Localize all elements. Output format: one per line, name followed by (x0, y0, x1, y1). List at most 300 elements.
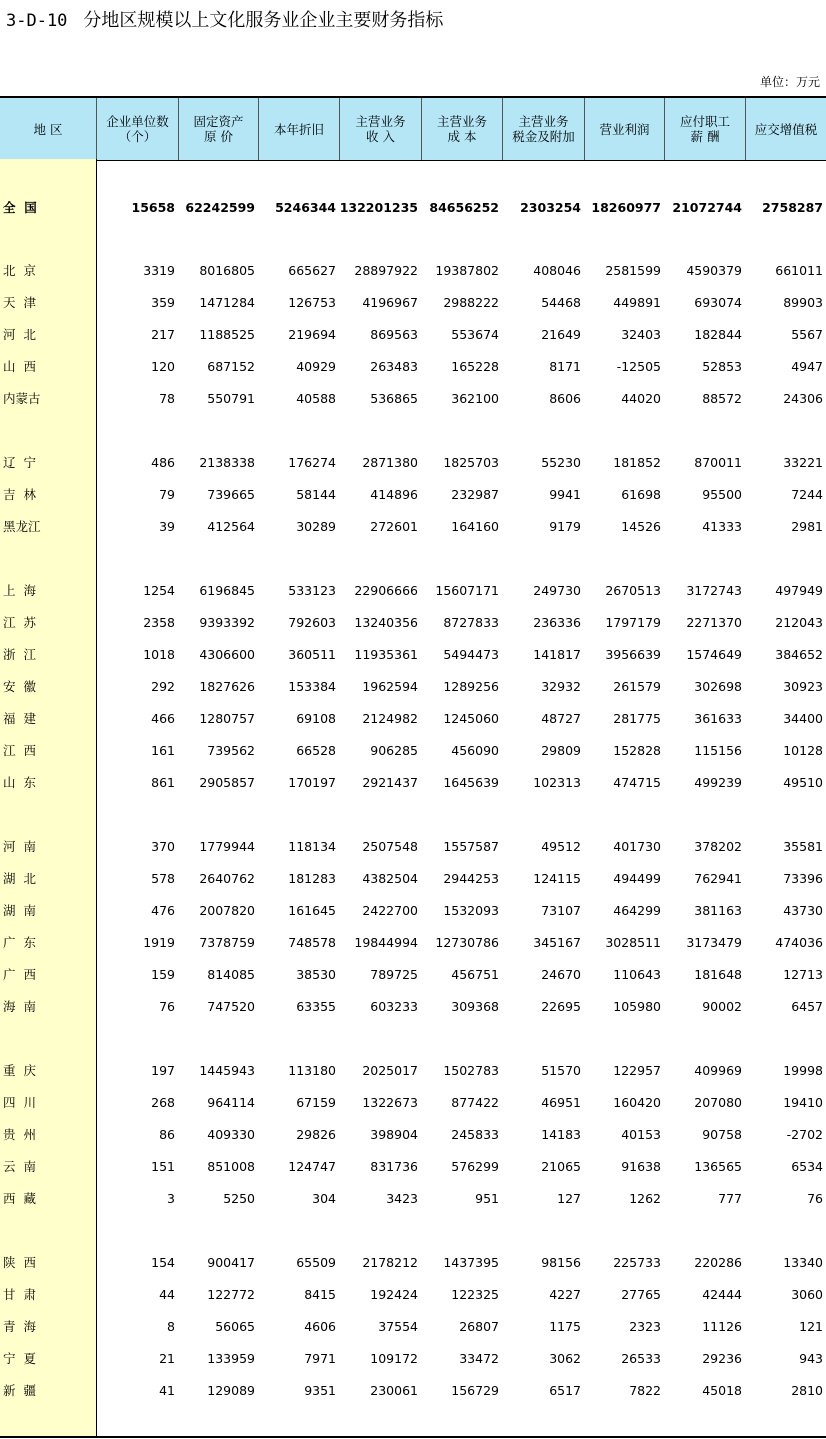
table-row (0, 1157, 826, 1177)
value-cell: 1797179 (605, 615, 661, 630)
value-cell: 494499 (613, 871, 661, 886)
value-cell: 182844 (694, 327, 742, 342)
value-cell: 378202 (694, 839, 742, 854)
value-cell: 3172743 (686, 583, 742, 598)
value-cell: 5494473 (443, 647, 499, 662)
value-cell: 40929 (296, 359, 336, 374)
value-cell: 304 (312, 1191, 336, 1206)
value-cell: 32932 (541, 679, 581, 694)
value-cell: 1827626 (199, 679, 255, 694)
region-cell: 福 建 (3, 711, 36, 726)
value-cell: 412564 (207, 519, 255, 534)
table-row (0, 1317, 826, 1337)
region-cell: 重 庆 (3, 1063, 36, 1078)
table-row (0, 325, 826, 345)
column-header: 地 区 (33, 121, 63, 137)
value-cell: 9351 (304, 1383, 336, 1398)
region-cell: 全 国 (3, 200, 37, 215)
value-cell: 1175 (549, 1319, 581, 1334)
value-cell: 359 (151, 295, 175, 310)
value-cell: 165228 (451, 359, 499, 374)
table-row (0, 933, 826, 953)
table-row (0, 1061, 826, 1081)
value-cell: 409969 (694, 1063, 742, 1078)
table-row (0, 357, 826, 377)
value-cell: 576299 (451, 1159, 499, 1174)
value-cell: 90758 (702, 1127, 742, 1142)
value-cell: 249730 (533, 583, 581, 598)
value-cell: 1779944 (199, 839, 255, 854)
value-cell: 122325 (451, 1287, 499, 1302)
value-cell: 181648 (694, 967, 742, 982)
table-row (0, 997, 826, 1017)
region-cell: 宁 夏 (3, 1351, 36, 1366)
column-header: 应付职工 薪 酬 (664, 98, 745, 160)
value-cell: 1962594 (362, 679, 418, 694)
column-header: 应交增值税 (745, 98, 826, 160)
value-cell: 943 (799, 1351, 823, 1366)
value-cell: 2581599 (605, 263, 661, 278)
value-cell: 7378759 (199, 935, 255, 950)
value-cell: 5250 (223, 1191, 255, 1206)
value-cell: 19410 (783, 1095, 823, 1110)
value-cell: 1502783 (443, 1063, 499, 1078)
value-cell: -12505 (616, 359, 661, 374)
value-cell: 292 (151, 679, 175, 694)
value-cell: 86 (159, 1127, 175, 1142)
value-cell: 486 (151, 455, 175, 470)
value-cell: 414896 (370, 487, 418, 502)
value-cell: 40153 (621, 1127, 661, 1142)
value-cell: 110643 (613, 967, 661, 982)
value-cell: 98156 (541, 1255, 581, 1270)
region-cell: 四 川 (3, 1095, 36, 1110)
region-cell: 海 南 (3, 999, 36, 1014)
region-cell: 安 徽 (3, 679, 36, 694)
table-bottom-border (0, 1436, 826, 1438)
value-cell: 2138338 (199, 455, 255, 470)
value-cell: 762941 (694, 871, 742, 886)
value-cell: 181283 (288, 871, 336, 886)
value-cell: 739562 (207, 743, 255, 758)
value-cell: 49512 (541, 839, 581, 854)
value-cell: 52853 (702, 359, 742, 374)
value-cell: 533123 (288, 583, 336, 598)
table-row (0, 869, 826, 889)
value-cell: 153384 (288, 679, 336, 694)
value-cell: 3060 (791, 1287, 823, 1302)
table-row (0, 1189, 826, 1209)
value-cell: 869563 (370, 327, 418, 342)
value-cell: 61698 (621, 487, 661, 502)
value-cell: 76 (807, 1191, 823, 1206)
value-cell: 37554 (378, 1319, 418, 1334)
region-cell: 河 北 (3, 327, 36, 342)
value-cell: 24306 (783, 391, 823, 406)
value-cell: 45018 (702, 1383, 742, 1398)
value-cell: 11126 (702, 1319, 742, 1334)
region-cell: 黑龙江 (3, 519, 41, 534)
value-cell: 361633 (694, 711, 742, 726)
value-cell: 56065 (215, 1319, 255, 1334)
column-header: 企业单位数 （个） (96, 98, 178, 160)
page-title (6, 6, 443, 32)
value-cell: 9393392 (199, 615, 255, 630)
value-cell: 1254 (143, 583, 175, 598)
region-cell: 吉 林 (3, 487, 36, 502)
value-cell: 133959 (207, 1351, 255, 1366)
value-cell: 62242599 (185, 200, 255, 215)
value-cell: 2025017 (362, 1063, 418, 1078)
value-cell: 8171 (549, 359, 581, 374)
value-cell: 1919 (143, 935, 175, 950)
value-cell: 777 (718, 1191, 742, 1206)
value-cell: 3028511 (605, 935, 661, 950)
value-cell: 18260977 (591, 200, 661, 215)
value-cell: 30289 (296, 519, 336, 534)
value-cell: 220286 (694, 1255, 742, 1270)
value-cell: 739665 (207, 487, 255, 502)
value-cell: 122772 (207, 1287, 255, 1302)
value-cell: 55230 (541, 455, 581, 470)
value-cell: 7971 (304, 1351, 336, 1366)
value-cell: 161645 (288, 903, 336, 918)
value-cell: 88572 (702, 391, 742, 406)
value-cell: 120 (151, 359, 175, 374)
value-cell: 22695 (541, 999, 581, 1014)
value-cell: 232987 (451, 487, 499, 502)
value-cell: 118134 (288, 839, 336, 854)
value-cell: 3062 (549, 1351, 581, 1366)
value-cell: 5567 (791, 327, 823, 342)
value-cell: 2921437 (362, 775, 418, 790)
value-cell: 687152 (207, 359, 255, 374)
value-cell: 877422 (451, 1095, 499, 1110)
value-cell: 1262 (629, 1191, 661, 1206)
value-cell: 4196967 (362, 295, 418, 310)
value-cell: 12713 (783, 967, 823, 982)
value-cell: 362100 (451, 391, 499, 406)
value-cell: 65509 (296, 1255, 336, 1270)
table-code: 3-D-10 (6, 11, 68, 31)
value-cell: 1445943 (199, 1063, 255, 1078)
region-cell: 浙 江 (3, 647, 36, 662)
value-cell: 1471284 (199, 295, 255, 310)
value-cell: 2507548 (362, 839, 418, 854)
value-cell: 42444 (702, 1287, 742, 1302)
value-cell: 159 (151, 967, 175, 982)
region-cell: 青 海 (3, 1319, 36, 1334)
value-cell: 2271370 (686, 615, 742, 630)
region-cell: 西 藏 (3, 1191, 36, 1206)
value-cell: 24670 (541, 967, 581, 982)
value-cell: 13340 (783, 1255, 823, 1270)
value-cell: 19844994 (354, 935, 418, 950)
value-cell: 550791 (207, 391, 255, 406)
table-row (0, 709, 826, 729)
value-cell: 2358 (143, 615, 175, 630)
value-cell: -2702 (786, 1127, 823, 1142)
value-cell: 261579 (613, 679, 661, 694)
value-cell: 15658 (131, 200, 175, 215)
value-cell: 54468 (541, 295, 581, 310)
value-cell: 73396 (783, 871, 823, 886)
value-cell: 497949 (775, 583, 823, 598)
value-cell: 370 (151, 839, 175, 854)
value-cell: 122957 (613, 1063, 661, 1078)
value-cell: 136565 (694, 1159, 742, 1174)
region-cell: 江 西 (3, 743, 36, 758)
value-cell: 1825703 (443, 455, 499, 470)
table-row (0, 901, 826, 921)
value-cell: 29809 (541, 743, 581, 758)
value-cell: 4227 (549, 1287, 581, 1302)
value-cell: 2007820 (199, 903, 255, 918)
region-cell: 云 南 (3, 1159, 36, 1174)
table-title: 分地区规模以上文化服务业企业主要财务指标 (83, 10, 444, 31)
value-cell: 309368 (451, 999, 499, 1014)
value-cell: 176274 (288, 455, 336, 470)
value-cell: 21065 (541, 1159, 581, 1174)
value-cell: 1245060 (443, 711, 499, 726)
value-cell: 870011 (694, 455, 742, 470)
value-cell: 13240356 (354, 615, 418, 630)
value-cell: 8 (167, 1319, 175, 1334)
value-cell: 8606 (549, 391, 581, 406)
value-cell: 78 (159, 391, 175, 406)
value-cell: 861 (151, 775, 175, 790)
value-cell: 2670513 (605, 583, 661, 598)
value-cell: 22906666 (354, 583, 418, 598)
value-cell: 2871380 (362, 455, 418, 470)
value-cell: 1280757 (199, 711, 255, 726)
table-row (0, 389, 826, 409)
value-cell: 225733 (613, 1255, 661, 1270)
value-cell: 30923 (783, 679, 823, 694)
value-cell: 217 (151, 327, 175, 342)
value-cell: 831736 (370, 1159, 418, 1174)
value-cell: 102313 (533, 775, 581, 790)
value-cell: 197 (151, 1063, 175, 1078)
value-cell: 263483 (370, 359, 418, 374)
table-row (0, 1381, 826, 1401)
region-cell: 广 西 (3, 967, 36, 982)
value-cell: 10128 (783, 743, 823, 758)
region-cell: 天 津 (3, 295, 36, 310)
table-row (0, 741, 826, 761)
value-cell: 900417 (207, 1255, 255, 1270)
region-cell: 湖 北 (3, 871, 36, 886)
region-cell: 山 西 (3, 359, 36, 374)
value-cell: 46951 (541, 1095, 581, 1110)
value-cell: 1645639 (443, 775, 499, 790)
value-cell: 124115 (533, 871, 581, 886)
value-cell: 464299 (613, 903, 661, 918)
value-cell: 2640762 (199, 871, 255, 886)
column-header: 主营业务 成 本 (421, 98, 502, 160)
value-cell: 2981 (791, 519, 823, 534)
value-cell: 456090 (451, 743, 499, 758)
value-cell: 384652 (775, 647, 823, 662)
value-cell: 66528 (296, 743, 336, 758)
value-cell: 141817 (533, 647, 581, 662)
value-cell: 79 (159, 487, 175, 502)
value-cell: 91638 (621, 1159, 661, 1174)
value-cell: 33472 (459, 1351, 499, 1366)
value-cell: 129089 (207, 1383, 255, 1398)
value-cell: 268 (151, 1095, 175, 1110)
value-cell: 26533 (621, 1351, 661, 1366)
value-cell: 3 (167, 1191, 175, 1206)
value-cell: 33221 (783, 455, 823, 470)
column-header: 固定资产 原 价 (178, 98, 258, 160)
value-cell: 89903 (783, 295, 823, 310)
value-cell: 105980 (613, 999, 661, 1014)
value-cell: 95500 (702, 487, 742, 502)
value-cell: 40588 (296, 391, 336, 406)
table-row (0, 1253, 826, 1273)
value-cell: 2124982 (362, 711, 418, 726)
value-cell: 4306600 (199, 647, 255, 662)
region-cell: 新 疆 (3, 1383, 36, 1398)
table-row (0, 645, 826, 665)
value-cell: 2944253 (443, 871, 499, 886)
value-cell: 41 (159, 1383, 175, 1398)
table-row (0, 677, 826, 697)
region-cell: 北 京 (3, 263, 36, 278)
region-cell: 河 南 (3, 839, 36, 854)
value-cell: 14526 (621, 519, 661, 534)
value-cell: 9179 (549, 519, 581, 534)
value-cell: 578 (151, 871, 175, 886)
value-cell: 2303254 (520, 200, 581, 215)
value-cell: 67159 (296, 1095, 336, 1110)
value-cell: 115156 (694, 743, 742, 758)
value-cell: 127 (557, 1191, 581, 1206)
value-cell: 3423 (386, 1191, 418, 1206)
value-cell: 6517 (549, 1383, 581, 1398)
value-cell: 4590379 (686, 263, 742, 278)
value-cell: 11935361 (354, 647, 418, 662)
value-cell: 693074 (694, 295, 742, 310)
value-cell: 536865 (370, 391, 418, 406)
table-row (0, 1125, 826, 1145)
value-cell: 212043 (775, 615, 823, 630)
value-cell: 2810 (791, 1383, 823, 1398)
value-cell: 90002 (702, 999, 742, 1014)
value-cell: 2988222 (443, 295, 499, 310)
value-cell: 164160 (451, 519, 499, 534)
value-cell: 152828 (613, 743, 661, 758)
value-cell: 2178212 (362, 1255, 418, 1270)
value-cell: 8727833 (443, 615, 499, 630)
value-cell: 398904 (370, 1127, 418, 1142)
value-cell: 3319 (143, 263, 175, 278)
value-cell: 109172 (370, 1351, 418, 1366)
value-cell: 7244 (791, 487, 823, 502)
table-row (0, 1349, 826, 1369)
value-cell: 12730786 (435, 935, 499, 950)
value-cell: 132201235 (339, 200, 418, 215)
value-cell: 28897922 (354, 263, 418, 278)
value-cell: 1322673 (362, 1095, 418, 1110)
table-row (0, 965, 826, 985)
table-row (0, 261, 826, 281)
value-cell: 51570 (541, 1063, 581, 1078)
table-row (0, 1093, 826, 1113)
value-cell: 499239 (694, 775, 742, 790)
value-cell: 474036 (775, 935, 823, 950)
value-cell: 219694 (288, 327, 336, 342)
value-cell: 2323 (629, 1319, 661, 1334)
value-cell: 19998 (783, 1063, 823, 1078)
value-cell: 35581 (783, 839, 823, 854)
value-cell: 1018 (143, 647, 175, 662)
table-header (0, 96, 826, 161)
value-cell: 21072744 (672, 200, 742, 215)
unit-label: 单位：万元 (759, 75, 820, 89)
region-cell: 贵 州 (3, 1127, 36, 1142)
value-cell: 48727 (541, 711, 581, 726)
table-row (0, 293, 826, 313)
value-cell: 814085 (207, 967, 255, 982)
value-cell: 408046 (533, 263, 581, 278)
value-cell: 792603 (288, 615, 336, 630)
value-cell: 29236 (702, 1351, 742, 1366)
value-cell: 58144 (296, 487, 336, 502)
value-cell: 69108 (296, 711, 336, 726)
region-cell: 广 东 (3, 935, 36, 950)
value-cell: 951 (475, 1191, 499, 1206)
value-cell: 661011 (775, 263, 823, 278)
value-cell: 964114 (207, 1095, 255, 1110)
value-cell: 76 (159, 999, 175, 1014)
value-cell: 9941 (549, 487, 581, 502)
value-cell: 154 (151, 1255, 175, 1270)
value-cell: 345167 (533, 935, 581, 950)
region-column-background (0, 159, 97, 1436)
value-cell: 2422700 (362, 903, 418, 918)
value-cell: 4382504 (362, 871, 418, 886)
region-cell: 甘 肃 (3, 1287, 36, 1302)
value-cell: 170197 (288, 775, 336, 790)
value-cell: 272601 (370, 519, 418, 534)
value-cell: 1532093 (443, 903, 499, 918)
value-cell: 26807 (459, 1319, 499, 1334)
value-cell: 38530 (296, 967, 336, 982)
table-row (0, 837, 826, 857)
value-cell: 113180 (288, 1063, 336, 1078)
value-cell: 41333 (702, 519, 742, 534)
value-cell: 2758287 (762, 200, 823, 215)
region-cell: 辽 宁 (3, 455, 36, 470)
table-row-total (0, 198, 826, 218)
value-cell: 1289256 (443, 679, 499, 694)
region-cell: 湖 南 (3, 903, 36, 918)
value-cell: 156729 (451, 1383, 499, 1398)
value-cell: 245833 (451, 1127, 499, 1142)
value-cell: 49510 (783, 775, 823, 790)
value-cell: 161 (151, 743, 175, 758)
value-cell: 19387802 (435, 263, 499, 278)
column-header: 营业利润 (584, 98, 664, 160)
value-cell: 1557587 (443, 839, 499, 854)
value-cell: 207080 (694, 1095, 742, 1110)
value-cell: 409330 (207, 1127, 255, 1142)
region-cell: 上 海 (3, 583, 36, 598)
value-cell: 851008 (207, 1159, 255, 1174)
region-cell: 陕 西 (3, 1255, 36, 1270)
